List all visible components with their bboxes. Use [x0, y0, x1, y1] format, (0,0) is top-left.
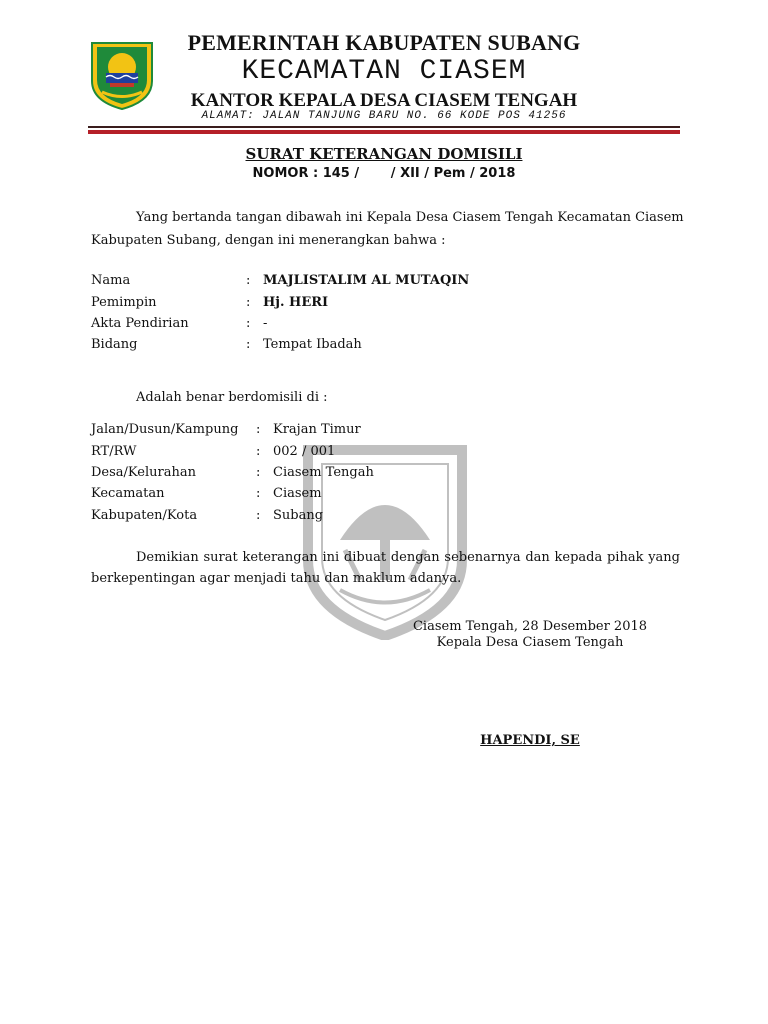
address-colon: :: [256, 422, 261, 437]
office-address: ALAMAT: JALAN TANJUNG BARU NO. 66 KODE POS 41256: [201, 110, 567, 122]
address-colon: :: [256, 486, 261, 501]
signer-name: HAPENDI, SE: [480, 733, 580, 748]
identity-label-leader: Pemimpin: [91, 295, 157, 310]
identity-value-deed: -: [263, 316, 268, 331]
intro-line-1: Yang bertanda tangan dibawah ini Kepala Desa Ciasem Tengah Kecamatan Ciasem: [136, 210, 684, 225]
address-value-street: Krajan Timur: [273, 422, 361, 437]
office-name: KANTOR KEPALA DESA CIASEM TENGAH: [190, 90, 578, 111]
closing-line-2: berkepentingan agar menjadi tahu dan maklum adanya.: [91, 571, 462, 586]
document-title: SURAT KETERANGAN DOMISILI: [245, 145, 523, 163]
address-label-regency: Kabupaten/Kota: [91, 508, 198, 523]
address-label-street: Jalan/Dusun/Kampung: [91, 422, 239, 437]
address-value-regency: Subang: [273, 508, 324, 523]
address-colon: :: [256, 444, 261, 459]
closing-line-1: Demikian surat keterangan ini dibuat dengan sebenarnya dan kepada pihak yang: [136, 550, 680, 565]
address-value-rtrw: 002 / 001: [273, 444, 336, 459]
regency-logo: [88, 37, 156, 111]
address-colon: :: [256, 508, 261, 523]
address-label-rtrw: RT/RW: [91, 444, 137, 459]
document-number: NOMOR : 145 / / XII / Pem / 2018: [252, 166, 516, 181]
identity-label-field: Bidang: [91, 337, 138, 352]
header-divider-red: [88, 130, 680, 134]
identity-label-deed: Akta Pendirian: [91, 316, 189, 331]
identity-label-name: Nama: [91, 273, 131, 288]
signer-role: Kepala Desa Ciasem Tengah: [436, 635, 624, 650]
identity-value-leader: Hj. HERI: [263, 295, 329, 310]
address-value-village: Ciasem Tengah: [273, 465, 374, 480]
government-name: PEMERINTAH KABUPATEN SUBANG: [187, 30, 581, 55]
address-label-district: Kecamatan: [91, 486, 165, 501]
intro-line-2: Kabupaten Subang, dengan ini menerangkan bahwa :: [91, 233, 446, 248]
identity-value-field: Tempat Ibadah: [263, 337, 362, 352]
address-label-village: Desa/Kelurahan: [91, 465, 196, 480]
header-divider-dark: [88, 126, 680, 128]
identity-colon: :: [246, 273, 251, 288]
place-date: Ciasem Tengah, 28 Desember 2018: [412, 619, 648, 634]
identity-value-name: MAJLISTALIM AL MUTAQIN: [263, 273, 470, 288]
identity-colon: :: [246, 295, 251, 310]
identity-colon: :: [246, 337, 251, 352]
address-value-district: Ciasem: [273, 486, 322, 501]
domicile-intro: Adalah benar berdomisili di :: [136, 390, 328, 405]
identity-colon: :: [246, 316, 251, 331]
district-name: KECAMATAN CIASEM: [241, 56, 527, 87]
address-colon: :: [256, 465, 261, 480]
